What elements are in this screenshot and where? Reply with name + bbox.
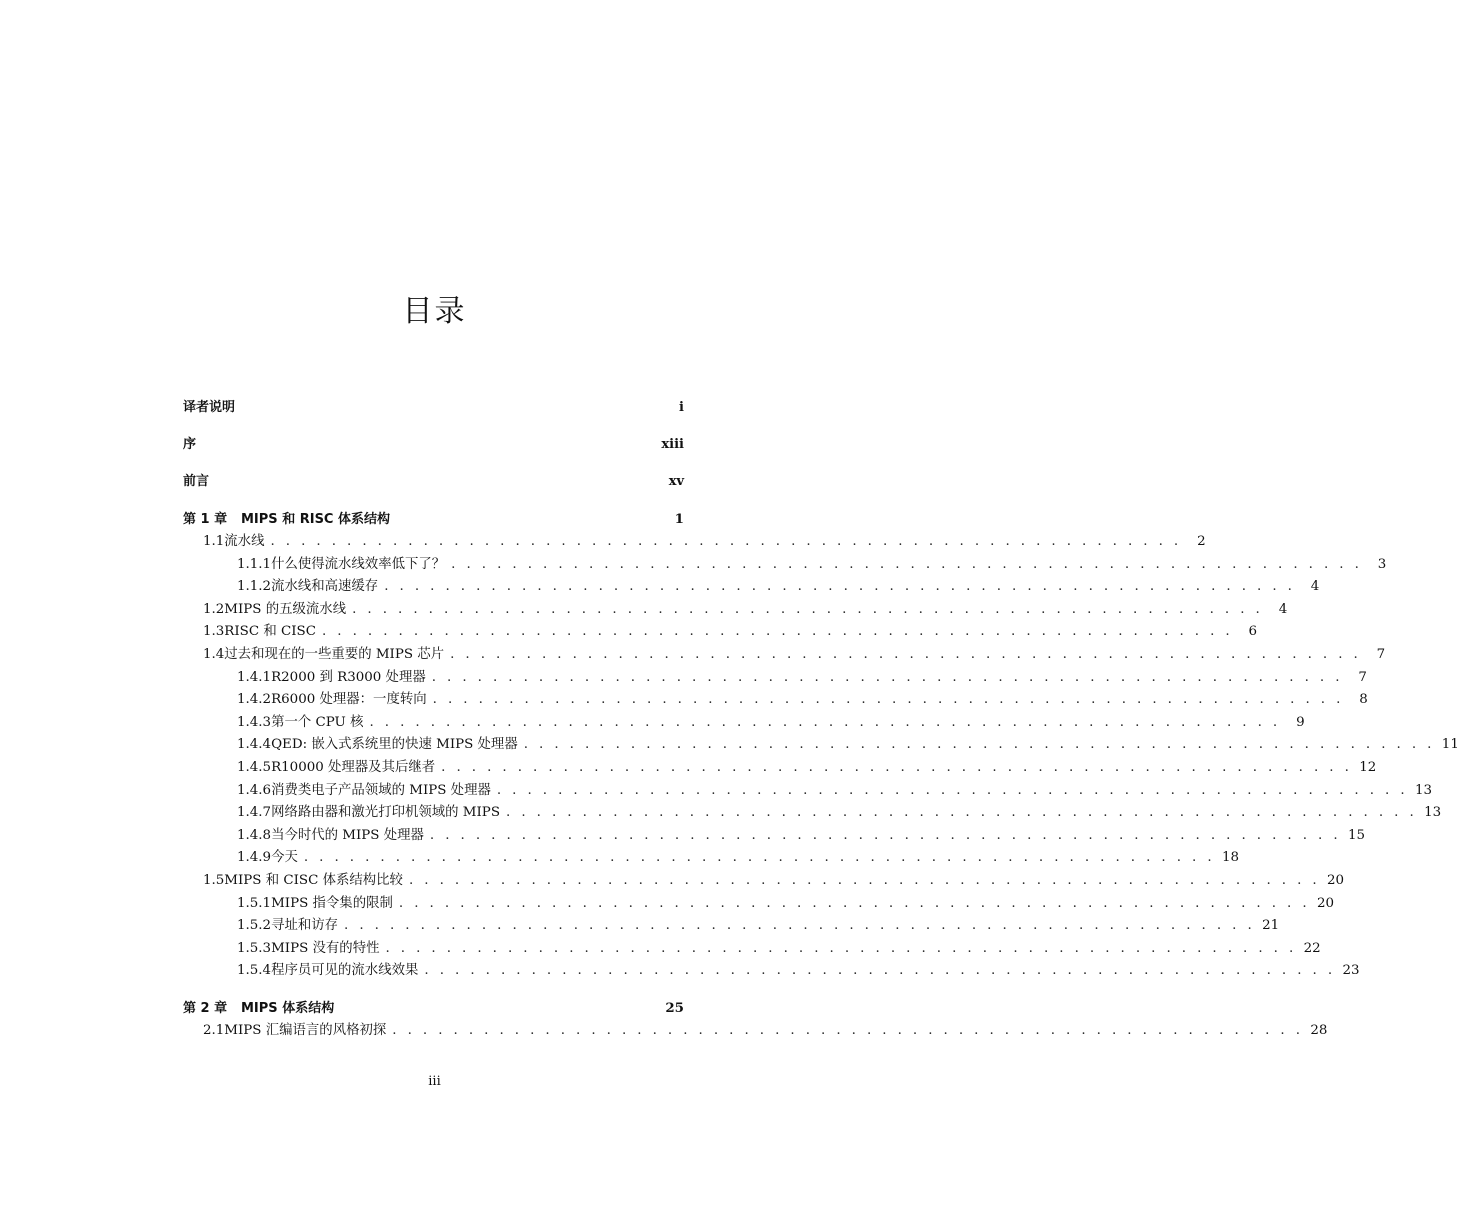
entry-number: 1.4.4 [237,737,272,753]
toc-section-entry[interactable] [183,621,1258,644]
entry-label: 什么使得流水线效率低下了？ [271,556,446,572]
toc-subsection-entry[interactable] [183,893,1334,916]
entry-page: 3 [1377,556,1387,572]
chapter-page: 25 [665,999,684,1016]
toc-section-entry[interactable] [183,870,1345,893]
toc-section-entry[interactable] [183,599,1288,622]
entry-page: 11 [1441,737,1459,753]
dot-leader: . . . . . . . . . . . . . . . . . . . . . . . . . . . . . . . . . . . . . . . . . . . . . . . . . . . . . . . . . . . . [496,782,1408,798]
toc-chapters [183,507,1459,1042]
toc-chapter-heading[interactable] [183,507,684,531]
dot-leader: . . . . . . . . . . . . . . . . . . . . . . . . . . . . . . . . . . . . . . . . . . . . . . . . . . . . . . . . . . . . [431,669,1343,685]
dot-leader: . . . . . . . . . . . . . . . . . . . . . . . . . . . . . . . . . . . . . . . . . . . . . . . . . . . . . . . . . . . . [408,872,1321,888]
dot-leader: . . . . . . . . . . . . . . . . . . . . . . . . . . . . . . . . . . . . . . . . . . . . . . . . . . . . . . . . . . . . [441,759,1353,775]
entry-number: 1.5.3 [237,940,272,956]
entry-number: 1.5.1 [237,895,272,911]
chapter-title: MIPS 体系结构 [241,1000,335,1016]
toc-section-entry[interactable] [183,644,1386,667]
entry-label: 程序员可见的流水线效果 [271,963,419,979]
entry-number: 1.4.7 [237,805,272,821]
entry-number: 1.4.3 [237,714,272,730]
toc-subsection-entry[interactable] [183,780,1432,803]
toc-front-entry[interactable] [183,396,684,420]
chapter-number: 第 2 章 [183,1000,228,1016]
entry-label: R6000 处理器：一度转向 [271,692,427,708]
toc-subsection-entry[interactable] [183,802,1442,825]
entry-number: 1.4.2 [237,692,272,708]
entry-number: 1.1.2 [237,579,272,595]
entry-label: MIPS 指令集的限制 [271,895,393,911]
dot-leader: . . . . . . . . . . . . . . . . . . . . . . . . . . . . . . . . . . . . . . . . . . . . . . . . . . . . . . . . . . . . [384,579,1296,595]
toc-entry-page: xv [668,474,684,489]
entry-label: R2000 到 R3000 处理器 [271,669,426,685]
dot-leader: . . . . . . . . . . . . . . . . . . . . . . . . . . . . . . . . . . . . . . . . . . . . . . . . . . . . . . . . . . . . [385,940,1297,956]
entry-label: R10000 处理器及其后继者 [271,759,436,775]
entry-page: 22 [1303,940,1321,956]
entry-page: 7 [1358,669,1367,685]
toc-entry-label: 序 [183,437,197,452]
entry-label: 网络路由器和激光打印机领域的 MIPS [271,805,500,821]
dot-leader: . . . . . . . . . . . . . . . . . . . . . . . . . . . . . . . . . . . . . . . . . . . . . . . . . . . . . . . . . . . . [523,737,1435,753]
dot-leader: . . . . . . . . . . . . . . . . . . . . . . . . . . . . . . . . . . . . . . . . . . . . . . . . . . . . . . . . . . . . [432,692,1344,708]
entry-label: 过去和现在的一些重要的 MIPS 芯片 [224,646,445,662]
toc-subsection-entry[interactable] [183,734,1459,757]
entry-number: 1.1.1 [237,556,272,572]
toc-subsection-entry[interactable] [183,689,1368,712]
dot-leader: . . . . . . . . . . . . . . . . . . . . . . . . . . . . . . . . . . . . . . . . . . . . . . . . . . . . . . . . . . . . [506,805,1418,821]
toc-subsection-entry[interactable] [183,825,1366,848]
page-number: iii [428,1074,441,1089]
dot-leader: . . . . . . . . . . . . . . . . . . . . . . . . . . . . . . . . . . . . . . . . . . . . . . . . . . . . . . . . . . . . [344,918,1256,934]
entry-label: MIPS 和 CISC 体系结构比较 [224,872,403,888]
dot-leader: . . . . . . . . . . . . . . . . . . . . . . . . . . . . . . . . . . . . . . . . . . . . . . . . . . . . . . . . . . . . [270,534,1182,549]
entry-number: 1.4.6 [237,782,272,798]
toc-chapter-heading[interactable] [183,996,684,1020]
entry-page: 28 [1310,1022,1328,1038]
entry-label: MIPS 没有的特性 [271,940,380,956]
table-of-contents [183,396,1459,1042]
entry-page: 4 [1278,601,1288,617]
entry-number: 1.5.2 [237,918,272,934]
page-title: 目录 [402,294,467,329]
entry-number: 1.5 [203,872,225,888]
entry-label: 今天 [271,850,298,866]
entry-number: 1.5.4 [237,963,272,979]
entry-label: QED: 嵌入式系统里的快速 MIPS 处理器 [271,737,518,753]
dot-leader: . . . . . . . . . . . . . . . . . . . . . . . . . . . . . . . . . . . . . . . . . . . . . . . . . . . . . . . . . . . . [450,646,1362,662]
dot-leader: . . . . . . . . . . . . . . . . . . . . . . . . . . . . . . . . . . . . . . . . . . . . . . . . . . . . . . . . . . . . [398,895,1310,911]
dot-leader: . . . . . . . . . . . . . . . . . . . . . . . . . . . . . . . . . . . . . . . . . . . . . . . . . . . . . . . . . . . . [424,963,1336,979]
dot-leader: . . . . . . . . . . . . . . . . . . . . . . . . . . . . . . . . . . . . . . . . . . . . . . . . . . . . . . . . . . . . [303,850,1215,866]
entry-number: 1.1 [203,534,225,549]
entry-label: 寻址和访存 [271,918,339,934]
toc-subsection-entry[interactable] [183,960,1360,983]
entry-label: 流水线和高速缓存 [271,579,379,595]
toc-front-entry[interactable] [183,433,684,457]
toc-subsection-entry[interactable] [183,712,1305,735]
chapter-page: 1 [674,511,684,527]
toc-subsection-entry[interactable] [183,576,1320,599]
entry-page: 20 [1316,895,1334,911]
toc-subsection-entry[interactable] [183,667,1367,690]
entry-number: 1.4 [203,646,225,662]
entry-page: 8 [1359,692,1368,708]
toc-section-entry[interactable] [183,531,1206,554]
dot-leader: . . . . . . . . . . . . . . . . . . . . . . . . . . . . . . . . . . . . . . . . . . . . . . . . . . . . . . . . . . . . [392,1022,1304,1038]
dot-leader: . . . . . . . . . . . . . . . . . . . . . . . . . . . . . . . . . . . . . . . . . . . . . . . . . . . . . . . . . . . . [321,624,1234,640]
toc-entry-page: xiii [661,437,684,452]
entry-label: 流水线 [224,534,265,549]
entry-page: 15 [1347,827,1366,843]
chapter-title: MIPS 和 RISC 体系结构 [241,512,390,527]
entry-page: 18 [1221,850,1239,866]
dot-leader: . . . . . . . . . . . . . . . . . . . . . . . . . . . . . . . . . . . . . . . . . . . . . . . . . . . . . . . . . . . . [429,827,1342,843]
chapter-gap [183,983,684,996]
entry-page: 20 [1327,872,1345,888]
toc-front-entry[interactable] [183,470,684,494]
entry-number: 1.4.9 [237,850,272,866]
entry-label: RISC 和 CISC [224,624,316,640]
toc-subsection-entry[interactable] [183,757,1377,780]
entry-page: 7 [1376,646,1386,662]
dot-leader: . . . . . . . . . . . . . . . . . . . . . . . . . . . . . . . . . . . . . . . . . . . . . . . . . . . . . . . . . . . . [451,556,1363,572]
toc-subsection-entry[interactable] [183,847,1239,870]
toc-entry-page: i [679,400,684,415]
entry-number: 1.4.8 [237,827,272,843]
toc-entry-label: 前言 [183,474,210,489]
entry-page: 4 [1310,579,1320,595]
entry-label: 当今时代的 MIPS 处理器 [271,827,424,843]
toc-entry-label: 译者说明 [183,400,236,415]
entry-number: 1.2 [203,601,225,617]
dot-leader: . . . . . . . . . . . . . . . . . . . . . . . . . . . . . . . . . . . . . . . . . . . . . . . . . . . . . . . . . . . . [352,601,1264,617]
entry-page: 12 [1359,759,1377,775]
entry-number: 1.3 [203,624,225,640]
entry-page: 13 [1414,782,1432,798]
entry-number: 1.4.5 [237,759,272,775]
entry-label: 消费类电子产品领域的 MIPS 处理器 [271,782,491,798]
toc-subsection-entry[interactable] [183,915,1280,938]
entry-number: 1.4.1 [237,669,272,685]
toc-section-entry[interactable] [183,1020,1328,1043]
entry-page: 6 [1248,624,1258,640]
entry-page: 21 [1262,918,1280,934]
entry-label: MIPS 汇编语言的风格初探 [224,1022,387,1038]
entry-page: 23 [1342,963,1360,979]
dot-leader: . . . . . . . . . . . . . . . . . . . . . . . . . . . . . . . . . . . . . . . . . . . . . . . . . . . . . . . . . . . . [369,714,1281,730]
entry-number: 2.1 [203,1022,225,1038]
entry-page: 2 [1197,534,1206,549]
entry-label: 第一个 CPU 核 [271,714,364,730]
toc-subsection-entry[interactable] [183,938,1321,961]
entry-label: MIPS 的五级流水线 [224,601,347,617]
chapter-number: 第 1 章 [183,512,228,527]
entry-page: 9 [1296,714,1305,730]
toc-subsection-entry[interactable] [183,554,1387,577]
entry-page: 13 [1424,805,1442,821]
